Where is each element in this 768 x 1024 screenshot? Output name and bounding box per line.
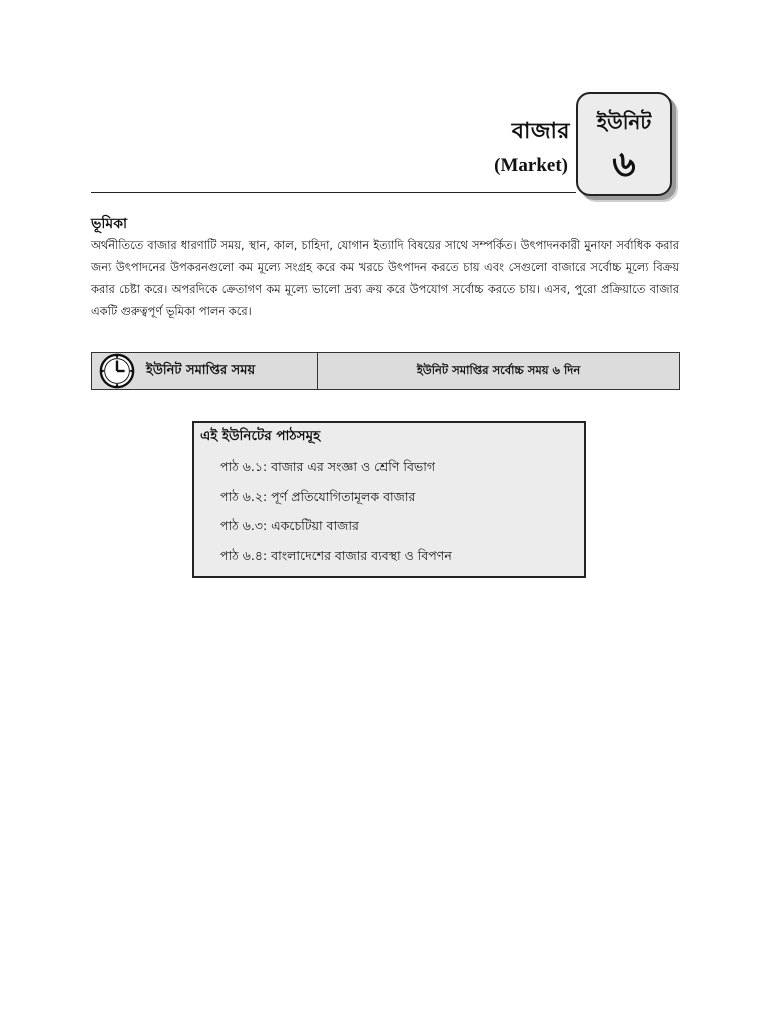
unit-badge-number: ৬ [612, 144, 636, 185]
lessons-heading: এই ইউনিটের পাঠসমূহ [200, 428, 321, 444]
lesson-list [220, 459, 452, 577]
duration-label: ইউনিট সমাপ্তির সময় [146, 362, 256, 378]
header-divider [91, 192, 576, 193]
lessons-box [192, 421, 586, 578]
unit-title-bn: বাজার [511, 119, 570, 144]
duration-table [91, 352, 680, 390]
duration-label-cell [92, 353, 318, 389]
intro-paragraph: অর্থনীতিতে বাজার ধারণাটি সময়, স্থান, কাল, চাহিদা, যোগান ইত্যাদি বিষয়ের সাথে সম্পর্কিত। উৎপাদনকারী মুনাফা সর্বাধিক করার জন্য উৎপাদনের উপকরনগুলো কম মূল্যে সংগ্রহ করে কম খরচে উৎপাদন করতে চায় এবং সেগুলো বাজারে সর্বোচ্চ মূল্যে বিক্রয় করার চেষ্টা করে। অপরদিকে ক্রেতাগণ কম মূল্যে ভালো দ্রব্য ক্রয় করে উপযোগ সর্বোচ্চ করতে চায়। এসব, পুরো প্রক্রিয়াতে বাজার একটি গুরুত্বপূর্ণ ভূমিকা পালন করে। [91, 238, 679, 318]
lesson-item: পাঠ ৬.২: পূর্ণ প্রতিযোগিতামূলক বাজার [220, 488, 416, 504]
lesson-item: পাঠ ৬.৩: একচেটিয়া বাজার [220, 518, 359, 533]
unit-badge-label: ইউনিট [596, 110, 652, 134]
lesson-item: পাঠ ৬.৪: বাংলাদেশের বাজার ব্যবস্থা ও বিপণন [220, 547, 452, 563]
unit-title-en: (Market) [494, 155, 568, 176]
duration-value: ইউনিট সমাপ্তির সর্বোচ্চ সময় ৬ দিন [416, 362, 581, 377]
clock-icon [98, 352, 136, 390]
intro-heading: ভূমিকা [91, 216, 128, 232]
lesson-item: পাঠ ৬.১: বাজার এর সংজ্ঞা ও শ্রেণি বিভাগ [220, 459, 436, 474]
unit-badge [576, 92, 672, 196]
